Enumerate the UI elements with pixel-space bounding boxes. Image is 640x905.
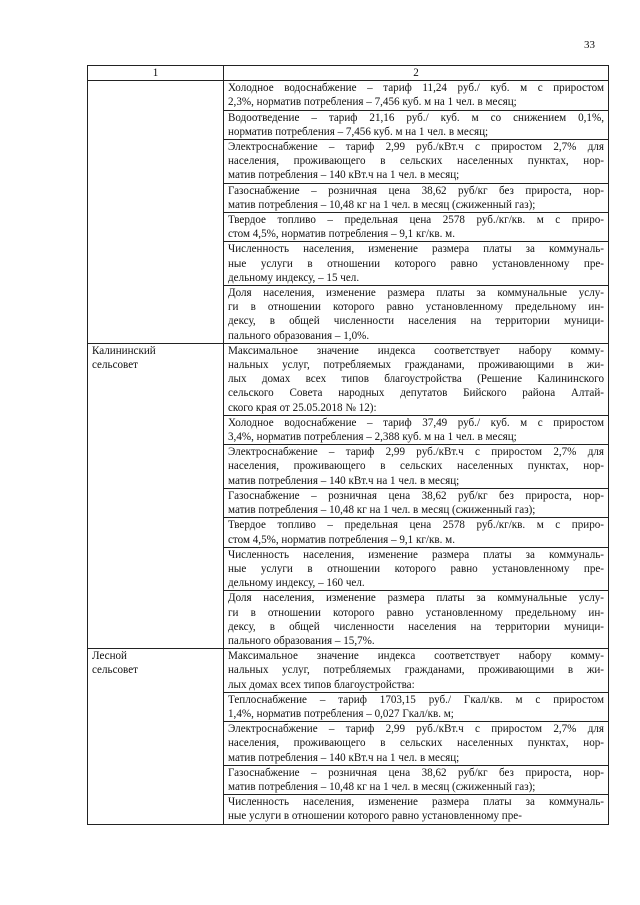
region-name-cell [88, 343, 224, 648]
paragraph [228, 766, 604, 794]
text-line: Водоотведение – тариф 21,16 руб./ куб. м со снижением 0,1%, [228, 111, 604, 124]
text-line: ные услуги в отношении которого равно установленному пре- [228, 562, 604, 575]
paragraph [228, 722, 604, 765]
paragraph [228, 81, 604, 109]
region-name-cell [88, 649, 224, 824]
text-line: Электроснабжение – тариф 2,99 руб./кВт.ч с приростом 2,7% для [228, 723, 604, 736]
paragraph [228, 184, 604, 212]
region-name-cell [88, 81, 224, 344]
text-line: Доля населения, изменение размера платы за коммунальные услу- [228, 287, 604, 300]
page-number: 33 [584, 39, 595, 51]
text-line: населения, проживающего в сельских населенных пунктах, нор- [228, 460, 604, 473]
table-row [88, 649, 609, 824]
text-line: матив потребления – 140 кВт.ч на 1 чел. в месяц; [228, 474, 460, 487]
paragraph [228, 111, 604, 139]
text-line: норматив потребления – 7,456 куб. м на 1 чел. в месяц; [228, 125, 489, 138]
text-line: нальных услуг, потребляемых гражданами, проживающими в жи- [228, 664, 604, 677]
region-name-line: Лесной [92, 650, 127, 663]
text-line: матив потребления – 10,48 кг на 1 чел. в месяц (сжиженный газ); [228, 198, 536, 211]
paragraph [228, 591, 604, 648]
paragraph [228, 213, 604, 241]
text-line: стом 4,5%, норматив потребления – 9,1 кг/кв. м. [228, 228, 455, 241]
text-line: сельского Совета народных депутатов Бийского района Алтай- [228, 387, 604, 400]
text-line: Теплоснабжение – тариф 1703,15 руб./ Гкал/кв. м с приростом [228, 693, 604, 706]
region-name-line: сельсовет [92, 359, 138, 372]
text-line: Газоснабжение – розничная цена 38,62 руб/кг без прироста, нор- [228, 766, 604, 779]
paragraph [228, 489, 604, 517]
paragraph [228, 548, 604, 591]
paragraph [228, 242, 604, 285]
paragraph [228, 140, 604, 183]
table-row [88, 81, 609, 344]
text-line: 2,3%, норматив потребления – 7,456 куб. м на 1 чел. в месяц; [228, 96, 517, 109]
text-line: населения, проживающего в сельских населенных пунктах, нор- [228, 155, 604, 168]
description-cell [224, 81, 609, 344]
region-name-line: сельсовет [92, 664, 138, 677]
table-row [88, 343, 609, 648]
text-line: ги в отношении которого равно установленному предельному ин- [228, 301, 604, 314]
text-line: Холодное водоснабжение – тариф 11,24 руб./ куб. м с приростом [228, 82, 604, 95]
paragraph [228, 518, 604, 546]
text-line: матив потребления – 10,48 кг на 1 чел. в месяц (сжиженный газ); [228, 504, 536, 517]
tariff-table [87, 65, 609, 825]
text-line: дельному индексу, – 160 чел. [228, 577, 365, 590]
text-line: лых домах всех типов благоустройства (Решение Калининского [228, 373, 604, 386]
paragraph [228, 286, 604, 343]
text-line: Электроснабжение – тариф 2,99 руб./кВт.ч с приростом 2,7% для [228, 141, 604, 154]
text-line: ского края от 25.05.2018 № 12): [228, 401, 377, 414]
text-line: Твердое топливо – предельная цена 2578 руб./кг/кв. м с приро- [228, 519, 604, 532]
text-line: Доля населения, изменение размера платы за коммунальные услу- [228, 592, 604, 605]
text-line: матив потребления – 140 кВт.ч на 1 чел. в месяц; [228, 169, 460, 182]
text-line: Численность населения, изменение размера платы за коммуналь- [228, 243, 604, 256]
text-line: Газоснабжение – розничная цена 38,62 руб/кг без прироста, нор- [228, 489, 604, 502]
column-header-1: 1 [88, 66, 224, 81]
paragraph [228, 649, 604, 692]
text-line: ные услуги в отношении которого равно установленному пре- [228, 810, 522, 823]
text-line: дельному индексу, – 15 чел. [228, 271, 360, 284]
text-line: Холодное водоснабжение – тариф 37,49 руб./ куб. м с приростом [228, 416, 604, 429]
text-line: матив потребления – 140 кВт.ч на 1 чел. в месяц; [228, 751, 460, 764]
text-line: Численность населения, изменение размера платы за коммуналь- [228, 548, 604, 561]
text-line: ные услуги в отношении которого равно установленному пре- [228, 257, 604, 270]
region-name-line: Калининский [92, 344, 156, 357]
text-line: лых домах всех типов благоустройства: [228, 678, 415, 691]
paragraph [228, 693, 604, 721]
text-line: 3,4%, норматив потребления – 2,388 куб. м на 1 чел. в месяц; [228, 431, 517, 444]
description-cell [224, 343, 609, 648]
table-header-row [88, 66, 609, 81]
description-cell [224, 649, 609, 824]
text-line: дексу, в общей численности населения на территории муници- [228, 315, 604, 328]
paragraph [228, 344, 604, 415]
paragraph [228, 445, 604, 488]
text-line: Максимальное значение индекса соответствует набору комму- [228, 650, 604, 663]
paragraph [228, 795, 604, 823]
text-line: пального образования – 15,7%. [228, 634, 375, 647]
column-header-2: 2 [224, 66, 609, 81]
text-line: матив потребления – 10,48 кг на 1 чел. в месяц (сжиженный газ); [228, 780, 536, 793]
text-line: дексу, в общей численности населения на территории муници- [228, 620, 604, 633]
text-line: стом 4,5%, норматив потребления – 9,1 кг/кв. м. [228, 533, 455, 546]
text-line: Электроснабжение – тариф 2,99 руб./кВт.ч с приростом 2,7% для [228, 446, 604, 459]
text-line: Максимальное значение индекса соответствует набору комму- [228, 344, 604, 357]
text-line: ги в отношении которого равно установленному предельному ин- [228, 606, 604, 619]
text-line: 1,4%, норматив потребления – 0,027 Гкал/кв. м; [228, 707, 454, 720]
text-line: Численность населения, изменение размера платы за коммуналь- [228, 796, 604, 809]
text-line: нальных услуг, потребляемых гражданами, проживающими в жи- [228, 359, 604, 372]
paragraph [228, 416, 604, 444]
text-line: Твердое топливо – предельная цена 2578 руб./кг/кв. м с приро- [228, 214, 604, 227]
text-line: пального образования – 1,0%. [228, 329, 370, 342]
text-line: населения, проживающего в сельских населенных пунктах, нор- [228, 737, 604, 750]
text-line: Газоснабжение – розничная цена 38,62 руб/кг без прироста, нор- [228, 184, 604, 197]
